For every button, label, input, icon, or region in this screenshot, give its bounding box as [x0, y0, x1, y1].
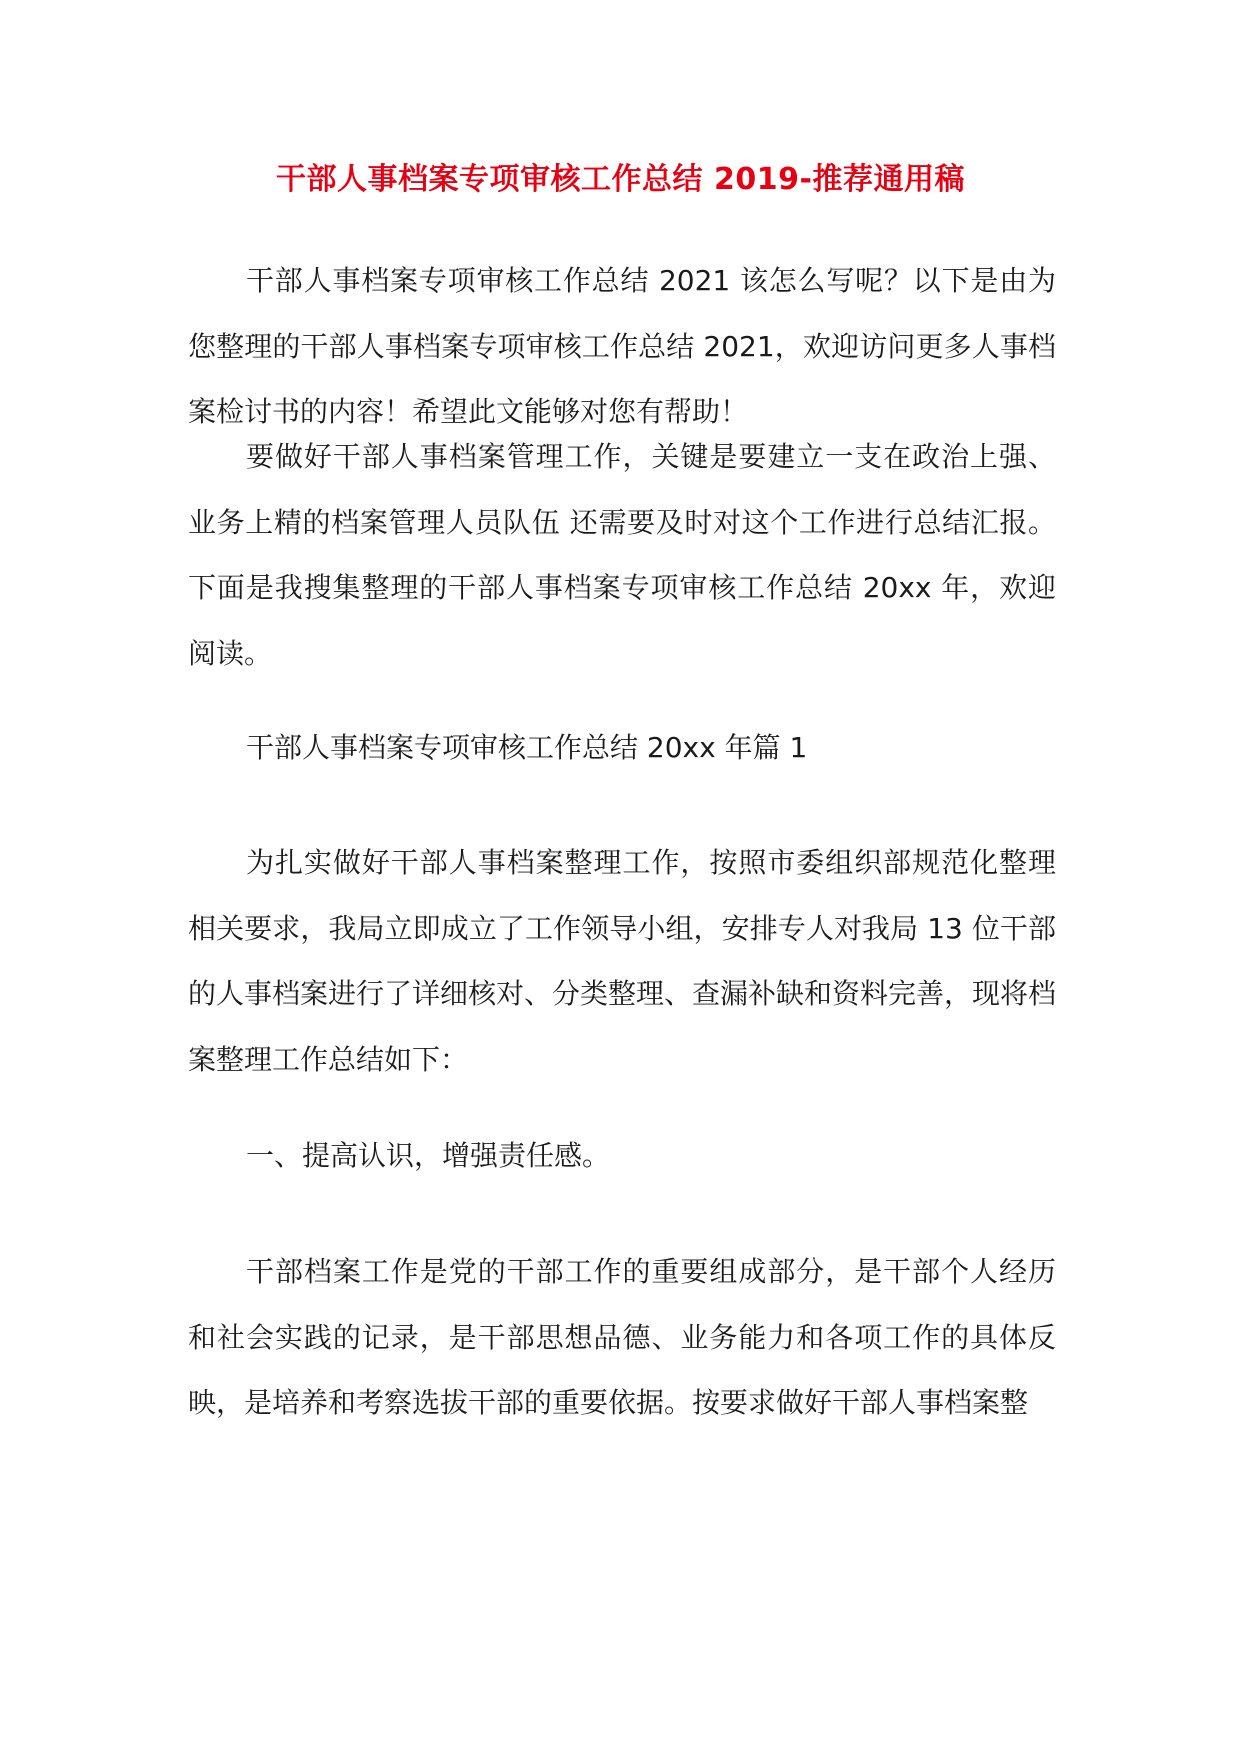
- body-paragraph-1: 为扎实做好干部人事档案整理工作，按照市委组织部规范化整理相关要求，我局立即成立了工作领导小组，安排专人对我局 13 位干部的人事档案进行了详细核对、分类整理、查漏补缺和资料完善，现将档案整理工作总结如下：: [188, 846, 1057, 1076]
- body-paragraph-2: 干部档案工作是党的干部工作的重要组成部分，是干部个人经历和社会实践的记录，是干部思想品德、业务能力和各项工作的具体反映，是培养和考察选拔干部的重要依据。按要求做好干部人事档案整: [188, 1255, 1056, 1419]
- second-paragraph: 要做好干部人事档案管理工作，关键是要建立一支在政治上强、业务上精的档案管理人员队伍 还需要及时对这个工作进行总结汇报。下面是我搜集整理的干部人事档案专项审核工作总结 20xx 年，欢迎阅读。: [188, 440, 1056, 670]
- subheading-1: 一、提高认识，增强责任感。: [246, 1139, 611, 1172]
- intro-paragraph: 干部人事档案专项审核工作总结 2021 该怎么写呢？以下是由为您整理的干部人事档案专项审核工作总结 2021，欢迎访问更多人事档案检讨书的内容！希望此文能够对您有帮助！: [188, 264, 1056, 428]
- section-heading: 干部人事档案专项审核工作总结 20xx 年篇 1: [246, 731, 808, 764]
- document-title: 干部人事档案专项审核工作总结 2019-推荐通用稿: [276, 162, 965, 197]
